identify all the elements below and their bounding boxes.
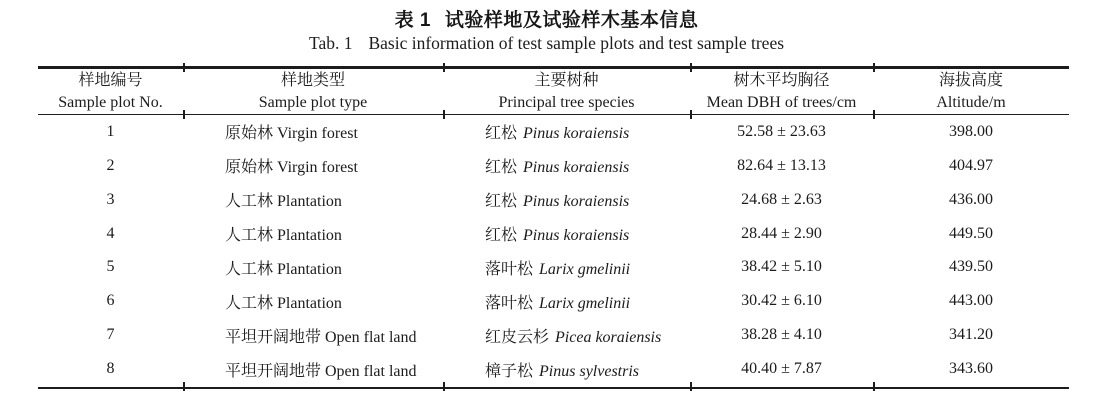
header-plot-no-en: Sample plot No. <box>58 93 163 111</box>
cell-altitude: 443.00 <box>949 292 993 310</box>
species-latin: Picea koraiensis <box>555 328 662 346</box>
cell-plot-type: 平坦开阔地带 Open flat land <box>225 362 417 380</box>
species-cn: 红松 <box>485 227 518 245</box>
species-cn: 樟子松 <box>485 362 534 380</box>
species-cn: 红皮云杉 <box>485 328 550 346</box>
table-row <box>38 318 1069 352</box>
cell-plot-no: 7 <box>106 326 115 344</box>
table-row <box>38 251 1069 285</box>
cell-plot-type: 原始林 Virgin forest <box>225 159 358 177</box>
table-row <box>38 115 1069 149</box>
header-altitude-cn: 海拔高度 <box>938 71 1003 89</box>
table-header-row <box>38 69 1069 114</box>
data-table <box>38 66 1069 389</box>
cell-dbh: 30.42 ± 6.10 <box>741 292 822 310</box>
table-body <box>38 115 1069 386</box>
cell-plot-no: 3 <box>106 190 115 208</box>
header-plot-no-cn: 样地编号 <box>78 71 143 89</box>
table-caption-cn-label: 表 1 <box>394 10 431 31</box>
table-caption-cn <box>0 5 1093 32</box>
cell-dbh: 24.68 ± 2.63 <box>741 190 822 208</box>
cell-plot-no: 4 <box>106 224 115 242</box>
cell-plot-no: 1 <box>106 122 115 140</box>
header-dbh-en: Mean DBH of trees/cm <box>706 93 857 111</box>
header-plot-type-cn: 样地类型 <box>280 71 345 89</box>
species-cn: 落叶松 <box>485 260 534 278</box>
cell-species <box>443 256 690 279</box>
header-cell-altitude <box>873 69 1069 114</box>
header-cell-plot-type <box>183 69 443 114</box>
species-latin: Pinus koraiensis <box>523 159 630 177</box>
cell-plot-no: 8 <box>106 360 115 378</box>
cell-altitude: 343.60 <box>949 360 993 378</box>
cell-plot-no: 5 <box>106 258 115 276</box>
cell-plot-type: 平坦开阔地带 Open flat land <box>225 328 417 346</box>
header-species-en: Principal tree species <box>498 93 635 111</box>
cell-species <box>443 222 690 245</box>
table-caption-en-text: Basic information of test sample plots and test sample trees <box>368 33 785 53</box>
cell-species <box>443 358 690 381</box>
table-caption-en-label: Tab. 1 <box>308 33 353 53</box>
cell-species <box>443 324 690 347</box>
cell-plot-type: 人工林 Plantation <box>225 193 342 211</box>
cell-species <box>443 120 690 143</box>
header-cell-dbh <box>690 69 873 114</box>
species-latin: Pinus koraiensis <box>523 227 630 245</box>
species-cn: 红松 <box>485 193 518 211</box>
cell-dbh: 28.44 ± 2.90 <box>741 224 822 242</box>
cell-altitude: 449.50 <box>949 224 993 242</box>
cell-dbh: 52.58 ± 23.63 <box>737 122 826 140</box>
cell-plot-type: 人工林 Plantation <box>225 227 342 245</box>
table-caption-cn-text: 试验样地及试验样木基本信息 <box>444 10 699 31</box>
header-plot-type-en: Sample plot type <box>258 93 368 111</box>
table-row <box>38 352 1069 386</box>
header-cell-plot-no <box>38 69 183 114</box>
cell-plot-no: 2 <box>106 156 115 174</box>
table-row <box>38 284 1069 318</box>
species-cn: 落叶松 <box>485 294 534 312</box>
species-latin: Larix gmelinii <box>539 260 631 278</box>
cell-plot-no: 6 <box>106 292 115 310</box>
species-latin: Pinus koraiensis <box>523 125 630 143</box>
header-altitude-en: Altitude/m <box>936 93 1006 111</box>
table-caption-en <box>0 33 1093 54</box>
table-row <box>38 149 1069 183</box>
header-cell-species <box>443 69 690 114</box>
header-species-cn: 主要树种 <box>534 71 599 89</box>
cell-altitude: 341.20 <box>949 326 993 344</box>
cell-altitude: 436.00 <box>949 190 993 208</box>
species-cn: 红松 <box>485 125 518 143</box>
cell-plot-type: 原始林 Virgin forest <box>225 125 358 143</box>
cell-dbh: 38.42 ± 5.10 <box>741 258 822 276</box>
cell-dbh: 82.64 ± 13.13 <box>737 156 826 174</box>
table-row <box>38 183 1069 217</box>
cell-dbh: 40.40 ± 7.87 <box>741 360 822 378</box>
cell-dbh: 38.28 ± 4.10 <box>741 326 822 344</box>
table-row <box>38 217 1069 251</box>
species-latin: Pinus sylvestris <box>539 362 640 380</box>
cell-species <box>443 188 690 211</box>
cell-altitude: 404.97 <box>949 156 993 174</box>
cell-plot-type: 人工林 Plantation <box>225 260 342 278</box>
cell-species <box>443 154 690 177</box>
cell-altitude: 439.50 <box>949 258 993 276</box>
header-dbh-cn: 树木平均胸径 <box>733 71 830 89</box>
species-cn: 红松 <box>485 159 518 177</box>
table-bottom-rule <box>38 387 1069 390</box>
cell-plot-type: 人工林 Plantation <box>225 294 342 312</box>
cell-altitude: 398.00 <box>949 122 993 140</box>
cell-species <box>443 290 690 313</box>
species-latin: Pinus koraiensis <box>523 193 630 211</box>
species-latin: Larix gmelinii <box>539 294 631 312</box>
